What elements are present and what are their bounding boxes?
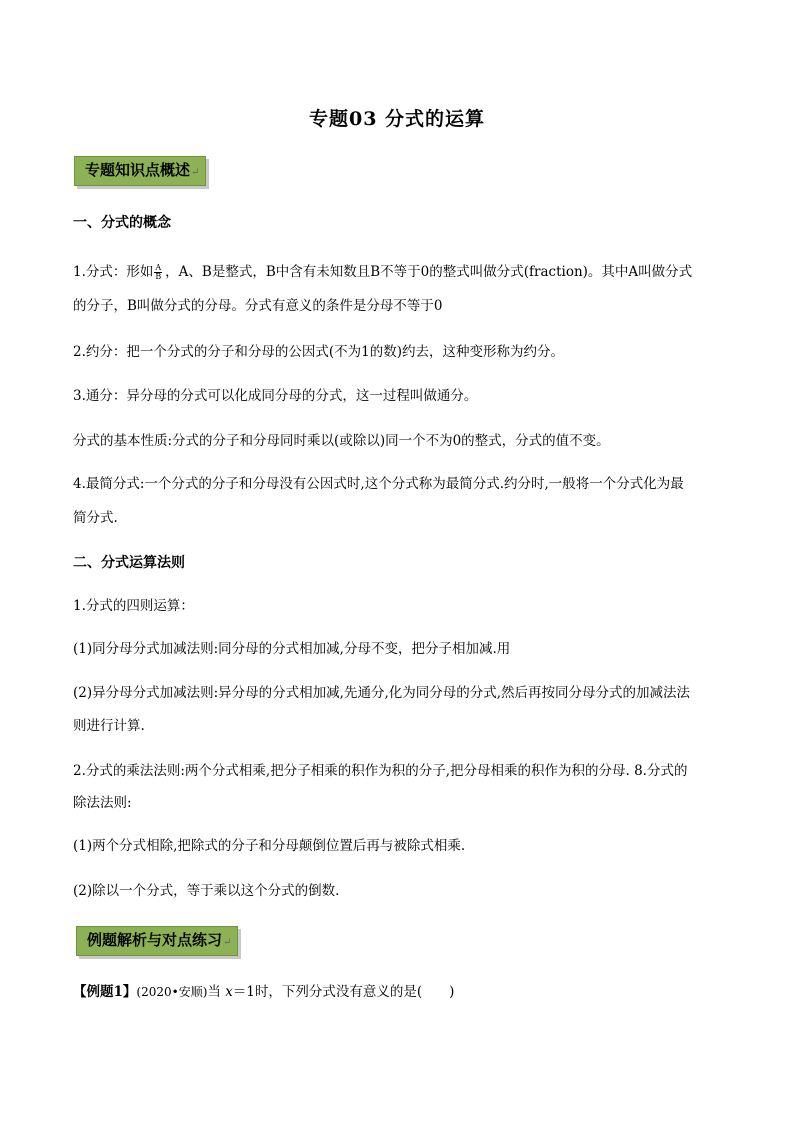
section-banner-overview [74, 156, 206, 186]
paragraph-same-denominator: (1)同分母分式加减法则:同分母的分式相加减,分母不变，把分子相加减.用 [73, 641, 511, 657]
page-title: 专题03 分式的运算 [308, 108, 486, 130]
heading-concept: 一、分式的概念 [73, 215, 171, 231]
paragraph-common-denominator: 3.通分：异分母的分式可以化成同分母的分式，这一过程叫做通分。 [73, 388, 478, 404]
banner-label: 专题知识点概述 [85, 161, 191, 179]
paragraph-multiplication-line1: 2.分式的乘法法则:两个分式相乘,把分子相乘的积作为积的分子,把分母相乘的积作为积的分母. 8.分式的 [73, 763, 688, 779]
paragraph-definition-line2: 的分子，B叫做分式的分母。分式有意义的条件是分母不等于0 [73, 298, 443, 314]
definition-line1: ，A、B是整式，B中含有未知数且B不等于0的整式叫做分式(fraction)。其中A叫做分式 [165, 264, 693, 280]
fraction-denominator: B [155, 272, 162, 281]
heading-rules: 二、分式运算法则 [73, 555, 185, 571]
paragraph-different-denominator-line2: 则进行计算. [73, 718, 145, 734]
paragraph-basic-property: 分式的基本性质:分式的分子和分母同时乘以(或除以)同一个不为0的整式，分式的值不变。 [73, 433, 610, 449]
example-text-before: 当 [207, 984, 221, 1000]
fraction-a-over-b [154, 264, 162, 281]
paragraph-multiplication-line2: 除法法则: [73, 795, 132, 811]
example-source: (2020•安顺) [136, 985, 208, 999]
return-mark-icon: ↵ [223, 937, 232, 948]
paragraph-division-rule2: (2)除以一个分式，等于乘以这个分式的倒数. [73, 883, 340, 899]
example-tag: 【例题1】 [73, 984, 137, 1000]
return-mark-icon: ↵ [191, 167, 200, 178]
definition-prefix: 1.分式：形如 [73, 264, 154, 280]
paragraph-simplest-line2: 简分式. [73, 510, 118, 526]
paragraph-four-operations: 1.分式的四则运算： [73, 598, 194, 614]
paragraph-division-rule1: (1)两个分式相除,把除式的分子和分母颠倒位置后再与被除式相乘. [73, 838, 466, 854]
example-variable: x [225, 984, 233, 1000]
section-banner-practice [76, 926, 238, 956]
paragraph-reduction: 2.约分：把一个分式的分子和分母的公因式(不为1的数)约去，这种变形称为约分。 [73, 344, 565, 360]
banner-label: 例题解析与对点练习 [87, 931, 223, 949]
paragraph-simplest-line1: 4.最简分式:一个分式的分子和分母没有公因式时,这个分式称为最简分式.约分时,一般将一个分式化为最 [73, 476, 684, 492]
paragraph-different-denominator-line1: (2)异分母分式加减法则:异分母的分式相加减,先通分,化为同分母的分式,然后再按同分母分式的加减法法 [73, 685, 691, 701]
paragraph-definition [73, 255, 728, 289]
example-question [73, 980, 454, 1000]
example-text-after: ＝1时，下列分式没有意义的是( ) [232, 984, 455, 1000]
fraction-numerator: A [155, 263, 162, 272]
